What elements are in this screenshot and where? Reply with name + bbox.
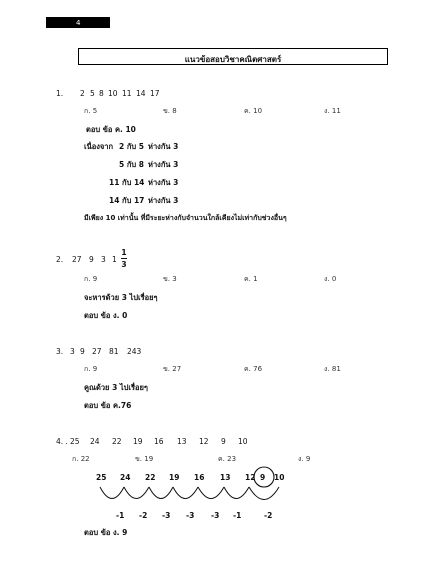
- explanation-gap: ห่างกัน 3: [148, 178, 179, 187]
- choice-c: ค. 23: [218, 455, 237, 463]
- diagram-number: 22: [145, 473, 156, 482]
- choice-b: ข. 27: [163, 365, 182, 373]
- choice-b: ข. 19: [135, 455, 154, 463]
- explanation-pair: 5 กับ 8: [119, 160, 144, 169]
- seq-term: 11: [122, 89, 132, 98]
- diagram-number: 16: [194, 473, 205, 482]
- arc: [198, 487, 224, 499]
- seq-term: 5: [90, 89, 95, 98]
- difference-label: -3: [211, 511, 220, 520]
- arc: [173, 487, 198, 499]
- page-title: แนวข้อสอบวิชาคณิตศาสตร์: [184, 55, 282, 64]
- difference-label: -2: [264, 511, 273, 520]
- arc: [100, 487, 124, 499]
- diagram-number: 10: [274, 473, 285, 482]
- explanation-gap: ห่างกัน 3: [148, 160, 179, 169]
- seq-term: 9: [221, 437, 226, 446]
- difference-label: -1: [233, 511, 242, 520]
- choice-c: ค. 1: [244, 275, 258, 283]
- seq-term: 13: [177, 437, 187, 446]
- diagram-number: 19: [169, 473, 180, 482]
- seq-term: 19: [133, 437, 143, 446]
- seq-term: 22: [112, 437, 122, 446]
- seq-term: 12: [199, 437, 209, 446]
- seq-term: 1: [112, 255, 117, 264]
- seq-term: 10: [108, 89, 118, 98]
- choice-a: ก. 9: [84, 365, 98, 373]
- choice-c: ค. 10: [244, 107, 263, 115]
- diagram-number-circled: 9: [260, 473, 266, 482]
- rule: จะหารด้วย 3 ไปเรื่อยๆ: [84, 293, 158, 302]
- choice-d: ง. 0: [324, 275, 337, 283]
- answer: ตอบ ข้อ ง. 9: [84, 528, 128, 537]
- choice-d: ง. 11: [324, 107, 341, 115]
- seq-term: 9: [89, 255, 94, 264]
- answer: ตอบ ข้อ ค. 10: [86, 125, 136, 134]
- choice-b: ข. 3: [163, 275, 177, 283]
- seq-term: 3: [101, 255, 106, 264]
- explanation-lead: เนื่องจาก: [84, 142, 114, 151]
- question-2-number: 2.: [56, 255, 64, 264]
- seq-term: 16: [154, 437, 164, 446]
- seq-term: 8: [99, 89, 104, 98]
- fraction-denominator: 3: [121, 260, 127, 269]
- difference-label: -1: [116, 511, 125, 520]
- choice-d: ง. 9: [298, 455, 311, 463]
- seq-term: 10: [238, 437, 248, 446]
- arc: [124, 487, 149, 499]
- choice-d: ง. 81: [324, 365, 341, 373]
- answer-circle: [254, 467, 274, 487]
- answer: ตอบ ข้อ ง. 0: [84, 311, 128, 320]
- arc: [149, 487, 173, 499]
- seq-term: 81: [109, 347, 119, 356]
- choice-a: ก. 5: [84, 107, 98, 115]
- seq-term: 17: [150, 89, 160, 98]
- seq-term: 27: [92, 347, 102, 356]
- difference-label: -3: [162, 511, 171, 520]
- arc: [249, 487, 279, 500]
- question-3-number: 3.: [56, 347, 64, 356]
- seq-term: 243: [127, 347, 142, 356]
- choice-b: ข. 8: [163, 107, 177, 115]
- explanation-gap: ห่างกัน 3: [148, 196, 179, 205]
- explanation-gap: ห่างกัน 3: [148, 142, 179, 151]
- question-4-number: 4. .: [56, 437, 68, 446]
- fraction-numerator: 1: [121, 248, 127, 257]
- page-number: 4: [76, 19, 81, 27]
- diagram-number: 13: [220, 473, 231, 482]
- seq-term: 27: [72, 255, 82, 264]
- question-1-number: 1.: [56, 89, 64, 98]
- explanation-pair: 11 กับ 14: [109, 178, 145, 187]
- seq-term: 25: [70, 437, 80, 446]
- explanation-note: มีเพียง 10 เท่านั้น ที่มีระยะห่างกับจำนวนใกล้เคียงไม่เท่ากับช่วงอื่นๆ: [84, 214, 287, 222]
- choice-a: ก. 9: [84, 275, 98, 283]
- seq-term: 14: [136, 89, 146, 98]
- choice-c: ค. 76: [244, 365, 263, 373]
- rule: คูณด้วย 3 ไปเรื่อยๆ: [84, 383, 148, 392]
- diagram-number: 25: [96, 473, 107, 482]
- seq-term: 9: [80, 347, 85, 356]
- choice-a: ก. 22: [72, 455, 90, 463]
- diagram-number: 12: [245, 473, 256, 482]
- difference-label: -2: [139, 511, 148, 520]
- difference-label: -3: [186, 511, 195, 520]
- seq-term: 3: [70, 347, 75, 356]
- seq-term: 24: [90, 437, 100, 446]
- explanation-pair: 2 กับ 5: [119, 142, 144, 151]
- arc: [224, 487, 249, 499]
- diagram-number: 24: [120, 473, 131, 482]
- seq-term: 2: [80, 89, 85, 98]
- answer: ตอบ ข้อ ค.76: [84, 401, 132, 410]
- explanation-pair: 14 กับ 17: [109, 196, 145, 205]
